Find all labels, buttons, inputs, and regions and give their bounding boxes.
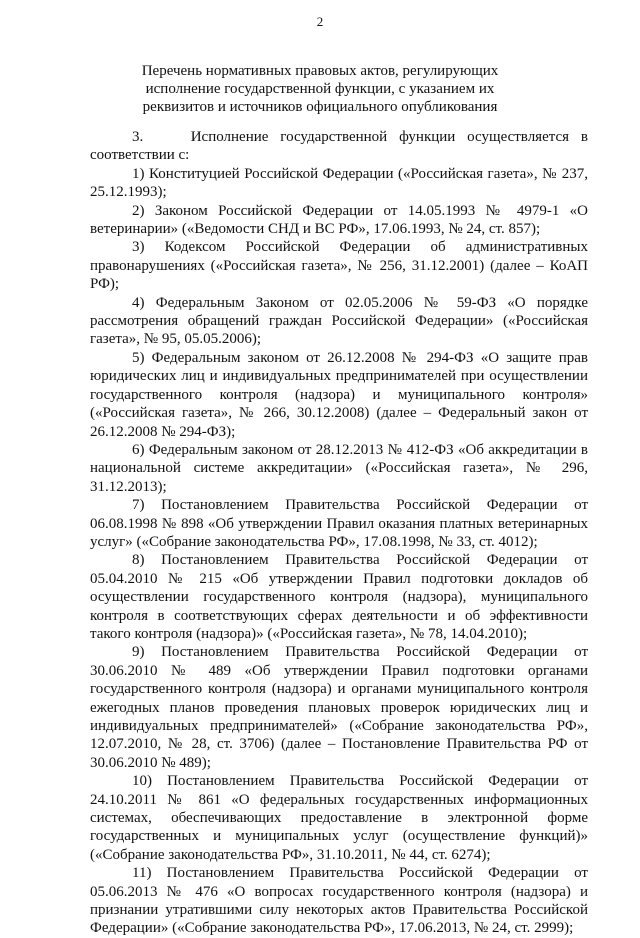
heading-line: Перечень нормативных правовых актов, регулирующих (141, 63, 499, 79)
document-body (90, 128, 588, 938)
paragraph-intro: 3. Исполнение государственной функции осуществляется в соответствии с: (90, 129, 588, 164)
list-item: 8) Постановлением Правительства Российской Федерации от 05.04.2010 № 215 «Об утверждении Правил подготовки докладов об осуществлении государственного контроля (надзора), муниципального контроля в соответствующих сферах деятельности и об эффективности такого контроля (надзора)» («Российская газета», № 78, 14.04.2010); (90, 552, 588, 642)
list-item: 5) Федеральным законом от 26.12.2008 № 294-ФЗ «О защите прав юридических лиц и индивидуальных предпринимателей при осуществлении государственного контроля (надзора) и муниципального контроля» («Российская газета», № 266, 30.12.2008) (далее – Федеральный закон от 26.12.2008 № 294-ФЗ); (90, 349, 588, 440)
list-item: 7) Постановлением Правительства Российской Федерации от 06.08.1998 № 898 «Об утверждении Правил оказания платных ветеринарных услуг» («Собрание законодательства РФ», 17.08.1998, № 33, ст. 4012); (90, 497, 588, 550)
list-item: 2) Законом Российской Федерации от 14.05.1993 № 4979-1 «О ветеринарии» («Ведомости СНД и ВС РФ», 17.06.1993, № 24, ст. 857); (90, 202, 588, 238)
list-item: 10) Постановлением Правительства Российской Федерации от 24.10.2011 № 861 «О федеральных государственных информационных системах, обеспечивающих предоставление в электронной форме государственных и муниципальных услуг (осуществление функций)» («Собрание законодательства РФ», 31.10.2011, № 44, ст. 6274); (90, 773, 588, 863)
list-item: 4) Федеральным Законом от 02.05.2006 № 59-ФЗ «О порядке рассмотрения обращений граждан Российской Федерации» («Российская газета», № 95, 05.05.2006); (90, 294, 588, 348)
list-item: 1) Конституцией Российской Федерации («Российская газета», № 237, 25.12.1993); (90, 165, 588, 201)
list-item: 3) Кодексом Российской Федерации об административных правонарушениях («Российская газета», № 256, 31.12.2001) (далее – КоАП РФ); (90, 239, 588, 293)
page-number: 2 (316, 14, 324, 29)
list-item: 6) Федеральным законом от 28.12.2013 № 412-ФЗ «Об аккредитации в национальной системе аккредитации» («Российская газета», № 296, 31.12.2013); (90, 441, 588, 495)
document-heading (70, 62, 570, 116)
heading-line: исполнение государственной функции, с указанием их (145, 81, 495, 97)
heading-line: реквизитов и источников официального опубликования (142, 99, 498, 115)
list-item: 11) Постановлением Правительства Российской Федерации от 05.06.2013 № 476 «О вопросах государственного контроля (надзора) и признании утратившими силу некоторых актов Правительства Российской Федерации» («Собрание законодательства РФ», 17.06.2013, № 24, ст. 2999); (90, 865, 588, 937)
list-item: 9) Постановлением Правительства Российской Федерации от 30.06.2010 № 489 «Об утверждении Правил подготовки органами государственного контроля (надзора) и органами муниципального контроля ежегодных планов проведения плановых проверок юридических лиц и индивидуальных предпринимателей» («Собрание законодательства РФ», 12.07.2010, № 28, ст. 3706) (далее – Постановление Правительства РФ от 30.06.2010 № 489); (90, 644, 588, 771)
